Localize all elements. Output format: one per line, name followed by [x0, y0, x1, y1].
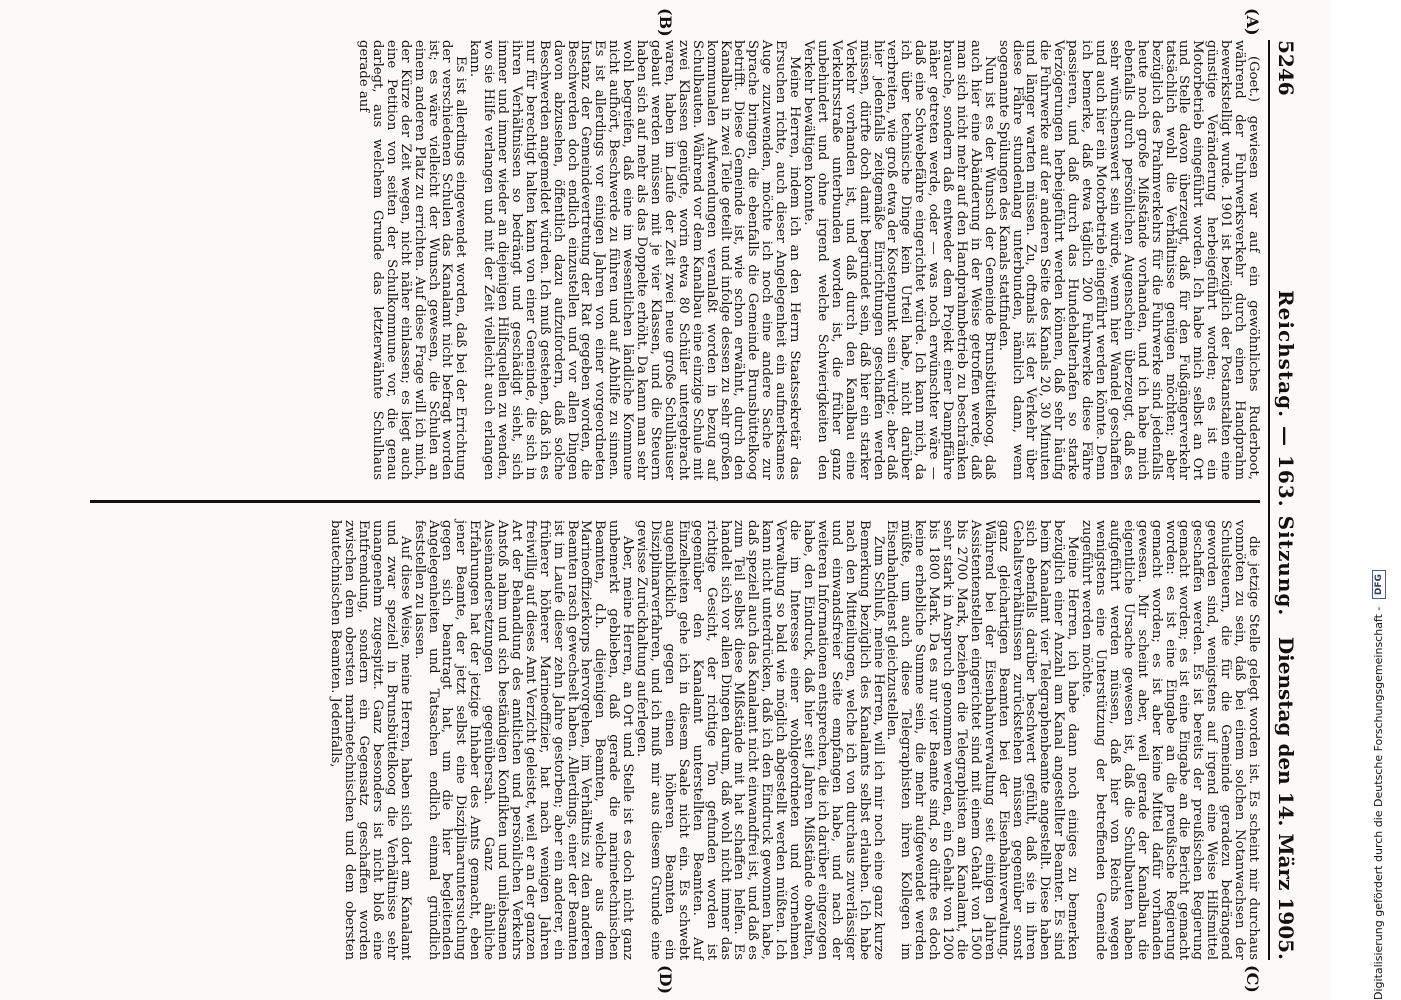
paragraph: Auf diese Weise, meine Herren, haben sich dort am Kanalamt und zwar speziell in Brunsbüttelkoog die Verhältnisse sehr unangenehm zugespitzt. Ganz besonders ist nicht bloß eine Entfremdung, sondern ein Gegensatz geschaffen worden zwischen dem obersten marinetechnischen und dem obersten bautechnischen Beamten. Jedenfalls, [328, 520, 413, 960]
paragraph: Meine Herren, ich habe dann noch einiges zu bemerken bezüglich einer Anzahl am Kanal angestellter Beamter. Es sind beim Kanalamt vier Telegraphenbeamte angestellt. Diese haben sich ebenfalls darüber beschwert gefühlt, daß sie in ihren Gehaltsverhältnissen zurückstehen müssen gegenüber sonst ganz gleichartigen Beamten bei der Eisenbahnverwaltung. Während bei der Eisenbahnverwaltung seit einigen Jahren Assistentenstellen eingerichtet sind mit einem Gehalt von 1500 bis 2700 Mark, beziehen die Telegraphisten am Kanalamt, die sehr stark in Anspruch genommen werden, ein Gehalt von 1200 bis 1800 Mark. Da es nur vier Beamte sind, so dürfte es doch keine erhebliche Summe sein, die mehr aufgewendet werden müßte, um auch diese Telegraphisten ihren Kollegen im Eisenbahndienst gleichzustellen. [884, 520, 1081, 960]
header-rule [1268, 40, 1270, 960]
paragraph: Nun ist es der Wunsch der Gemeinde Brunsbüttelkoog, daß auch hier eine Abänderung in der Weise getroffen werde, daß man sich nicht mehr auf den Handprahmbetrieb zu beschränken brauche, sondern daß entweder dem Projekt einer Dampffähre näher getreten werde, oder — was noch erwünschter wäre — daß eine Schwebefähre eingerichtet würde. Ich kann mich, da ich über technische Dinge kein Urteil habe, nicht darüber verbreiten, wie groß etwa der Kostenpunkt sein würde; aber daß hier jedenfalls zeitgemäße Einrichtungen geschaffen werden müssen, dürfte doch damit begründet sein, daß hier ein starker Verkehr vorhanden ist, und daß durch den Kanalbau eine Verkehrsstraße unterbunden worden ist, die früher ganz unbehindert und ohne irgend welche Schwierigkeiten den Verkehr bewältigen konnte. [801, 40, 997, 480]
paragraph: Meine Herren, indem ich an den Herrn Staatssekretär das Ersuchen richte, auch dieser Angelegenheit ein aufmerksames Auge zuzuwenden, möchte ich noch eine andere Sache zur Sprache bringen, die ebenfalls die Gemeinde Brunsbüttelkoog betrifft. Diese Gemeinde ist, wie schon erwähnt, durch den Kanalbau in zwei Teile geteilt und infolge dessen zu sehr großen kommunalen Aufwendungen veranlaßt worden in bezug auf Schulbauten. Während vor dem Kanalbau eine einzige Schule mit zwei Klassen genügte, worin etwa 80 Schüler untergebracht waren, haben im Laufe der Zeit zwei neue große Schulhäuser gebaut werden müssen mit je vier Klassen, und die Steuern haben sich auf mehr als das Doppelte erhöht. Da kann man sehr wohl begreifen, daß eine im wesentlichen ländliche Kommune nicht aufhört, Beschwerde zu führen und auf Abhilfe zu sinnen. Es ist allerdings vor einigen Jahren von einer vorgeordneten Instanz der Gemeindevertretung der Rat gegeben worden, die Beschwerden doch endlich einzustellen und vor allen Dingen davon abzusehen, öffentlich dazu aufzufordern, daß solche Beschwerden angemeldet würden. Ich muß gestehen, daß ich es nur für berechtigt halten kann von einer Gemeinde, die sich in ihren Verhältnissen so bedrängt und geschädigt sieht, sich immer und immer wieder an diejenigen Hilfsquellen zu wenden, wo sie Hilfe verlangen und mit der Zeit vielleicht auch erlangen kann. [467, 40, 803, 480]
dfg-logo: DFG [1372, 570, 1386, 599]
left-column [80, 40, 1260, 480]
column-divider [90, 500, 1260, 503]
paragraph: Zum Schluß, meine Herren, will ich mir noch eine ganz kurze Bemerkung bezüglich des Kanalamts selbst erlauben. Ich habe nach den Mitteilungen, welche ich von durchaus zuverlässiger und einwandsfreier Seite empfangen habe, und nach der weiteren Informationen entsprechen, die ich darüber eingezogen habe, den Eindruck, daß hier seit Jahren Mißstände obwalten, die im Interesse einer wohlgeordneten und vornehmen Verwaltung so bald wie möglich abgestellt werden müßten. Ich kann nicht unterdrücken, daß ich den Eindruck gewonnen habe, daß speziell auch das Kanalamt nicht einwandfrei ist, und daß es zum Teil selbst diese Mißstände mit hat schaffen helfen. Es handelt sich vor allen Dingen darum, daß wohl nicht immer das richtige Gesicht, der richtige Ton gefunden worden ist gegenüber den Kanalamt unterstellten Beamten. Auf Einzelheiten gehe ich in diesem Saale nicht ein. Es schwebt augenblicklich gegen einen höheren Beamten ein Disziplinarverfahren, und ich muß mir aus diesem Grunde eine gewisse Zurückhaltung auferlegen. [634, 520, 886, 960]
marker-b: (B) [656, 8, 675, 37]
paragraph: Es ist allerdings eingewendet worden, daß bei der Errichtung der verschiedenen Schulen das Kanalamt nicht befragt worden ist; es wäre vielleicht der Wunsch gewesen, die Schulen an einem anderen Platz zu errichten. Auf diese Frage will ich mich, der Kürze der Zeit wegen, nicht näher einlassen; es liegt auch eine Petition von seiten der Schulkommune vor, die genau darlegt, aus welchem Grunde das letzterwähnte Schulhaus gerade auf [356, 40, 469, 480]
session-date: Dienstag den 14. März 1905. [1274, 636, 1298, 960]
paragraph: die jetzige Stelle gelegt worden ist. Es scheint mir durchaus vonnöten zu sein, daß bei einem solchen Notanwachsen der Schulsteuern, die für die Gemeinde geradezu bedrängend geworden sind, wenigstens auf irgend eine Weise Hilfsmittel geschaffen werden. Es ist bereits der preußischen Regierung gemacht worden; es ist eine Eingabe an die Bericht gemacht worden: es ist eine Eingabe an die preußische Regierung gemacht worden; es ist aber keine Mittel dafür vorhanden gewesen. Mir scheint aber, weil gerade der Kanalbau die eigentliche Ursache gewesen ist, daß die Schulbauten haben aufgeführt werden müssen, daß hier von Reichs wegen wenigstens eine Unterstützung der betreffenden Gemeinde zugeführt werden möchte. [1079, 520, 1261, 960]
marker-a: (A) [1243, 8, 1262, 36]
footer-credit [1338, 0, 1383, 1000]
marker-c: (C) [1243, 965, 1262, 993]
right-column [80, 520, 1260, 960]
page-number: 5246 [1274, 40, 1298, 96]
paragraph: (Goet.) gewiesen war auf ein gewöhnliches Ruderboot, während der Fuhrwerksverkehr durch einen Handprahm bewerkstelligt wurde. 1901 ist bezüglich der Postanstalten eine günstige Veränderung herbeigeführt worden; es ist ein Motorbetrieb eingeführt worden. Ich habe mich selbst an Ort und Stelle davon überzeugt, daß für den Fußgängerverkehr tatsächlich wohl die Verhältnisse genügen möchten; aber bezüglich des Prahmverkehrs für die Fuhrwerke sind jedenfalls heute noch große Mißstände vorhanden, und ich habe mich ebenfalls durch persönlichen Augenschein überzeugt, daß es sehr wünschenswert sein würde, wenn hier Wandel geschaffen und auch hier ein Motorbetrieb eingeführt werden könnte. Denn ich bemerke, daß etwa täglich 200 Fuhrwerke diese Fähre passieren, und daß durch das Hundehalterhafen so starke Verzögerungen herbeigeführt werden können, daß sehr häufig die Fuhrwerke auf der anderen Seite des Kanals 20, 30 Minuten und länger warten müssen. Zu, oftmals ist der Verkehr über diese Fähre stundenlang unterbunden, nämlich dann, wenn sogenannte Spülungen des Kanals stattfinden. [995, 40, 1261, 480]
paragraph: Aber, meine Herren, an Ort und Stelle ist es doch nicht ganz unbemerkt geblieben, daß gerade die marinetechnischen Beamten, d.h. diejenigen Beamten, welche aus dem Marineoffizierkorps hervorgehen, im Verhältnis zu den anderen Beamten rasch gewechselt haben. Allerdings, einer der Beamten ist im Laufe dieser zehn Jahre gestorben; aber ein anderer, ein früherer höherer Marineoffizier, hat nach wenigen Jahren freiwillig auf dieses Amt Verzicht geleistet, weil er an der ganzen Art der Behandlung des amtlichen und persönlichen Verkehrs Anstoß nahm und sich beständigen Konflikten und unliebsamen Auseinandersetzungen gegenübersah. Ganz ähnliche Erfahrungen hat der jetzige Inhaber des Amts gemacht, eben jener Beamte, der jetzt selbst eine Disziplinaruntersuchung gegen sich beantragt hat, um die hier begleitenden Angelegenheiten und Tatsachen endlich einmal gründlich feststellen zu lassen. [411, 520, 636, 960]
page-header [1270, 40, 1300, 960]
footer-credit-line [1356, 0, 1401, 1000]
funding-credit-text: Digitalisierung gefördert durch die Deutsche Forschungsgemeinschaft - [1372, 606, 1385, 1000]
marker-d: (D) [656, 965, 675, 995]
session-title: Reichstag. — 163. Sitzung. [1274, 290, 1298, 617]
